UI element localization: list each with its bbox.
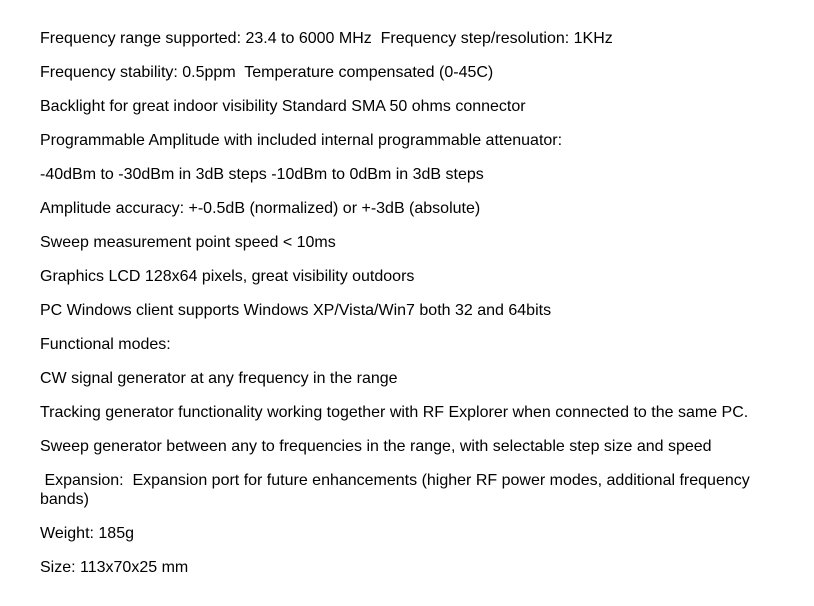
spec-size: Size: 113x70x25 mm xyxy=(40,559,189,576)
spec-pc-client: PC Windows client supports Windows XP/Vista/Win7 both 32 and 64bits xyxy=(40,302,552,319)
spec-list xyxy=(40,29,780,592)
spec-tracking-generator: Tracking generator functionality working together with RF Explorer when connected to the same PC. xyxy=(40,404,749,421)
spec-backlight-connector: Backlight for great indoor visibility Standard SMA 50 ohms connector xyxy=(40,98,526,115)
spec-expansion: Expansion: Expansion port for future enhancements (higher RF power modes, additional frequency bands) xyxy=(40,472,755,508)
spec-weight: Weight: 185g xyxy=(40,525,134,542)
spec-frequency-range: Frequency range supported: 23.4 to 6000 MHz Frequency step/resolution: 1KHz xyxy=(40,30,613,47)
spec-graphics-lcd: Graphics LCD 128x64 pixels, great visibility outdoors xyxy=(40,268,415,285)
spec-attenuator-steps: -40dBm to -30dBm in 3dB steps -10dBm to 0dBm in 3dB steps xyxy=(40,166,484,183)
spec-programmable-amplitude: Programmable Amplitude with included internal programmable attenuator: xyxy=(40,132,563,149)
spec-sweep-generator: Sweep generator between any to frequencies in the range, with selectable step size and speed xyxy=(40,438,712,455)
spec-cw-generator: CW signal generator at any frequency in the range xyxy=(40,370,398,387)
spec-amplitude-accuracy: Amplitude accuracy: +-0.5dB (normalized) or +-3dB (absolute) xyxy=(40,200,481,217)
spec-sweep-speed: Sweep measurement point speed < 10ms xyxy=(40,234,336,251)
spec-functional-modes-heading: Functional modes: xyxy=(40,336,171,353)
spec-frequency-stability: Frequency stability: 0.5ppm Temperature compensated (0-45C) xyxy=(40,64,494,81)
